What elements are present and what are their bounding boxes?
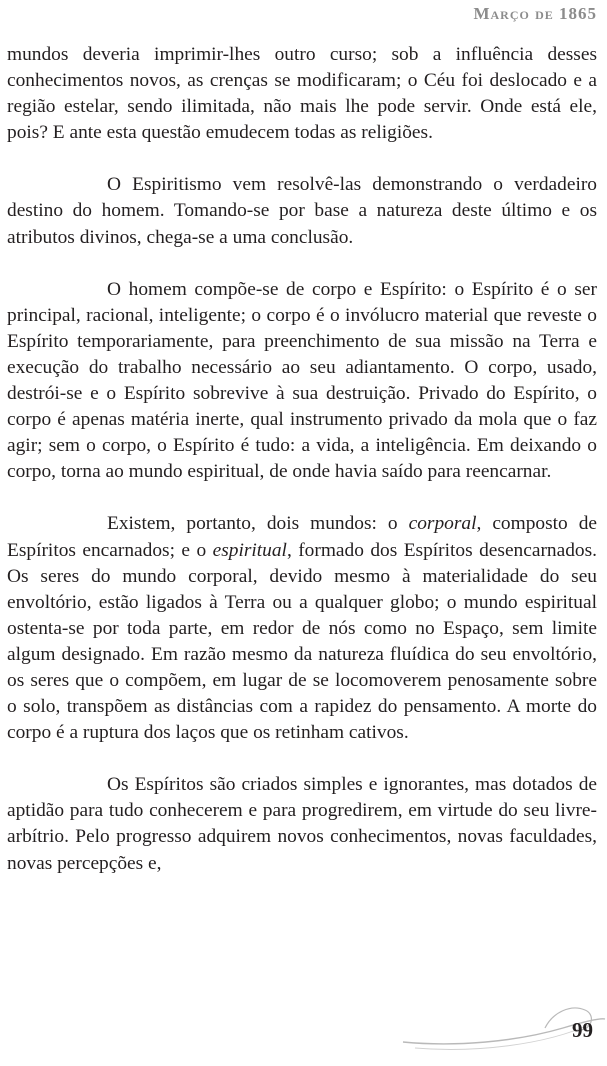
emphasis-corporal: corporal — [408, 513, 477, 535]
page-number: 99 — [572, 1018, 593, 1042]
body-text — [7, 42, 597, 877]
paragraph-4-text: , composto de Espíritos encarnados; e o — [7, 513, 598, 561]
paragraph-1 — [7, 42, 597, 146]
paragraph-3-text: O homem compõe-se de corpo e Espírito: o Espírito é o ser principal, racional, inteligente; o corpo é o invólucro material que reveste o Espírito temporariamente, para preenchimento de sua missão na Terra e execução do trabalho necessário ao seu adiantamento. O corpo, usado, destrói-se e o Espírito sobrevive à sua destruição. Privado do Espírito, o corpo é apenas matéria inerte, qual instrumento privado da mola que o faz agir; sem o corpo, o Espírito é tudo: a vida, a inteligência. Em deixando o corpo, torna ao mundo espiritual, de onde havia saído para reencarnar. — [7, 278, 597, 483]
paragraph-5-text: Os Espíritos são criados simples e ignorantes, mas dotados de aptidão para tudo conhecerem e para progredirem, em virtude do seu livre-arbítrio. Pelo progresso adquirem novos conhecimentos, novas faculdades, novas percepções e, — [7, 774, 597, 874]
paragraph-4 — [7, 511, 597, 746]
paragraph-5 — [7, 772, 597, 876]
paragraph-4-text: , formado dos Espíritos desencarnados. Os seres do mundo corporal, devido mesmo à materialidade do seu envoltório, estão ligados à Terra ou a qualquer globo; o mundo espiritual ostenta-se por toda parte, em redor de nós como no Espaço, sem limite algum designado. Em razão mesmo da natureza fluídica do seu envoltório, os seres que o compõem, em lugar de se locomoverem penosamente sobre o solo, transpõem as distâncias com a rapidez do pensamento. A morte do corpo é a ruptura dos laços que os retinham cativos. — [7, 539, 597, 744]
paragraph-3 — [7, 277, 597, 486]
paragraph-2 — [7, 172, 597, 250]
emphasis-espiritual: espiritual — [212, 539, 287, 561]
running-header: Março de 1865 — [473, 4, 597, 23]
paragraph-1-text: mundos deveria imprimir-lhes outro curso; sob a influência desses conhecimentos novos, as crenças se modificaram; o Céu foi deslocado e a região estelar, sendo ilimitada, não mais lhe pode servir. Onde está ele, pois? E ante esta questão emudecem todas as religiões. — [7, 44, 597, 144]
paragraph-2-text: O Espiritismo vem resolvê-las demonstrando o verdadeiro destino do homem. Tomando-se por base a natureza deste último e os atributos divinos, chega-se a uma conclusão. — [7, 174, 597, 248]
paragraph-4-text: Existem, portanto, dois mundos: o — [107, 513, 409, 535]
